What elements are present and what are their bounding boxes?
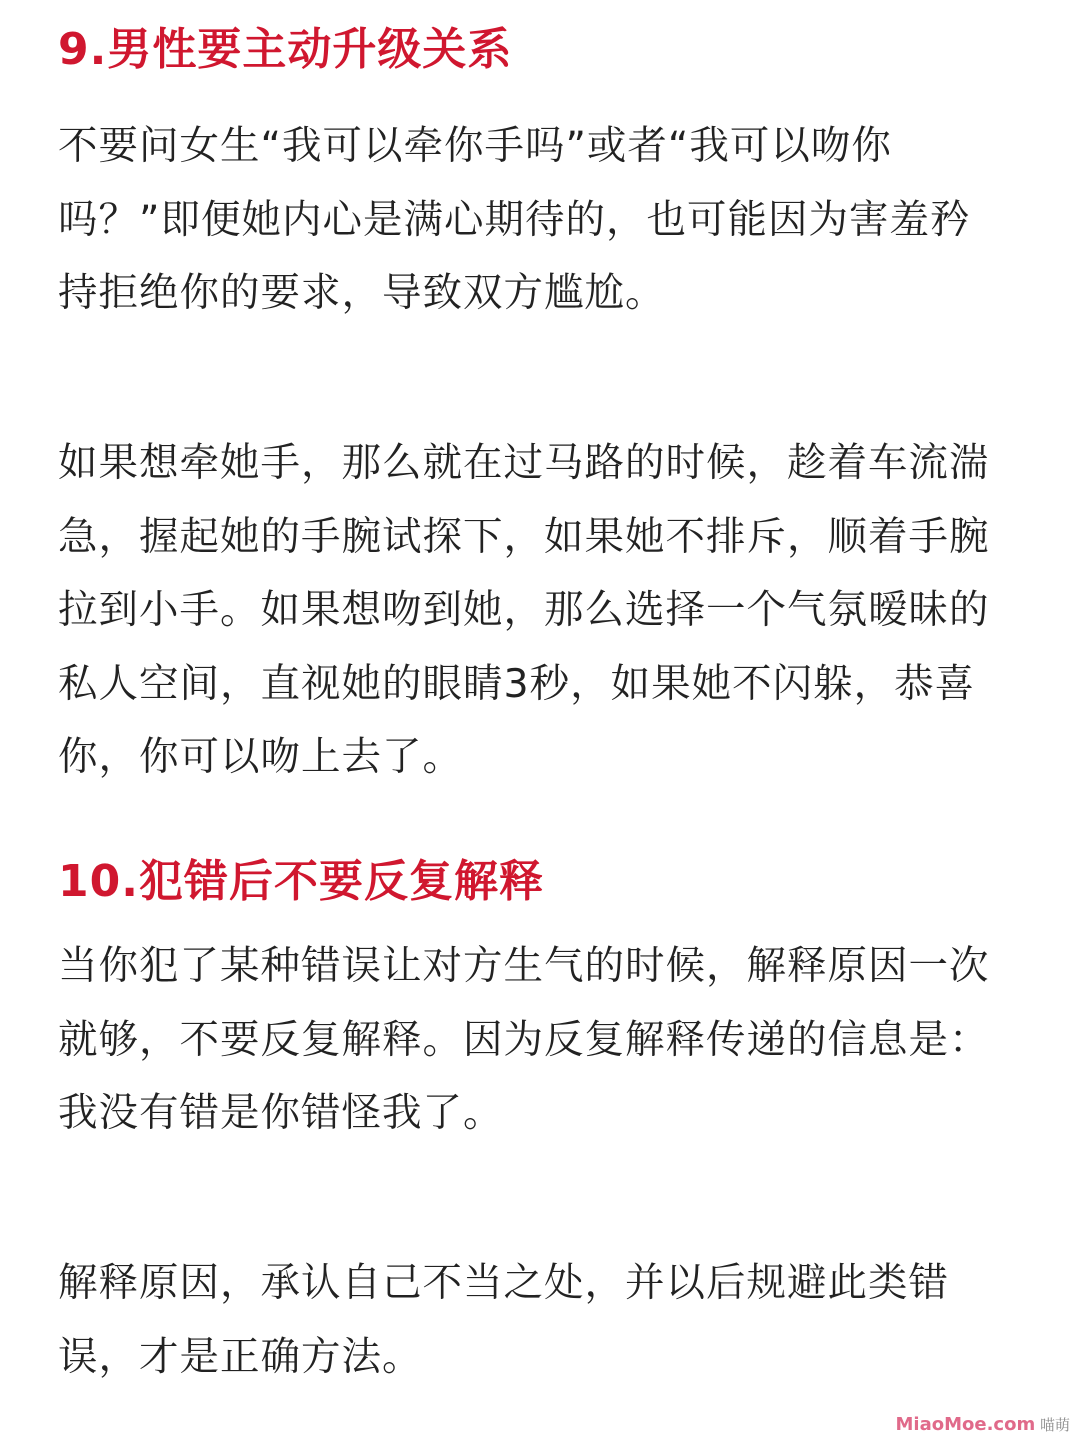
text-line: 如果想牵她手，那么就在过马路的时候，趁着车流湍 — [58, 440, 990, 486]
text-line: 拉到小手。如果想吻到她，那么选择一个气氛暧昧的 — [58, 587, 990, 633]
section-9-paragraph-2 — [58, 427, 1033, 795]
section-9-title: 9.男性要主动升级关系 — [58, 24, 513, 75]
text-line: 误，才是正确方法。 — [58, 1333, 423, 1380]
text-line: 持拒绝你的要求，导致双方尴尬。 — [58, 270, 666, 316]
text-line: 你，你可以吻上去了。 — [58, 734, 463, 780]
text-line: 不要问女生“我可以牵你手吗”或者“我可以吻你 — [58, 123, 892, 169]
section-9-paragraph-1 — [58, 110, 1033, 331]
text-line: 吗？”即便她内心是满心期待的，也可能因为害羞矜 — [58, 196, 971, 243]
text-line: 我没有错是你错怪我了。 — [58, 1090, 504, 1136]
watermark-cn-text: 喵萌 — [1039, 1416, 1070, 1434]
watermark-logo-text: MiaoMoe.com — [895, 1414, 1036, 1435]
section-10-paragraph-2 — [58, 1247, 1033, 1394]
section-10-title: 10.犯错后不要反复解释 — [58, 856, 544, 907]
watermark — [895, 1416, 1070, 1434]
text-line: 急，握起她的手腕试探下，如果她不排斥，顺着手腕 — [58, 513, 990, 560]
text-line: 私人空间，直视她的眼睛3秒，如果她不闪躲，恭喜 — [58, 660, 976, 707]
section-10-paragraph-1 — [58, 930, 1033, 1151]
text-line: 解释原因，承认自己不当之处，并以后规避此类错 — [58, 1260, 949, 1306]
text-line: 当你犯了某种错误让对方生气的时候，解释原因一次 — [58, 943, 990, 989]
text-line: 就够，不要反复解释。因为反复解释传递的信息是： — [58, 1016, 990, 1063]
